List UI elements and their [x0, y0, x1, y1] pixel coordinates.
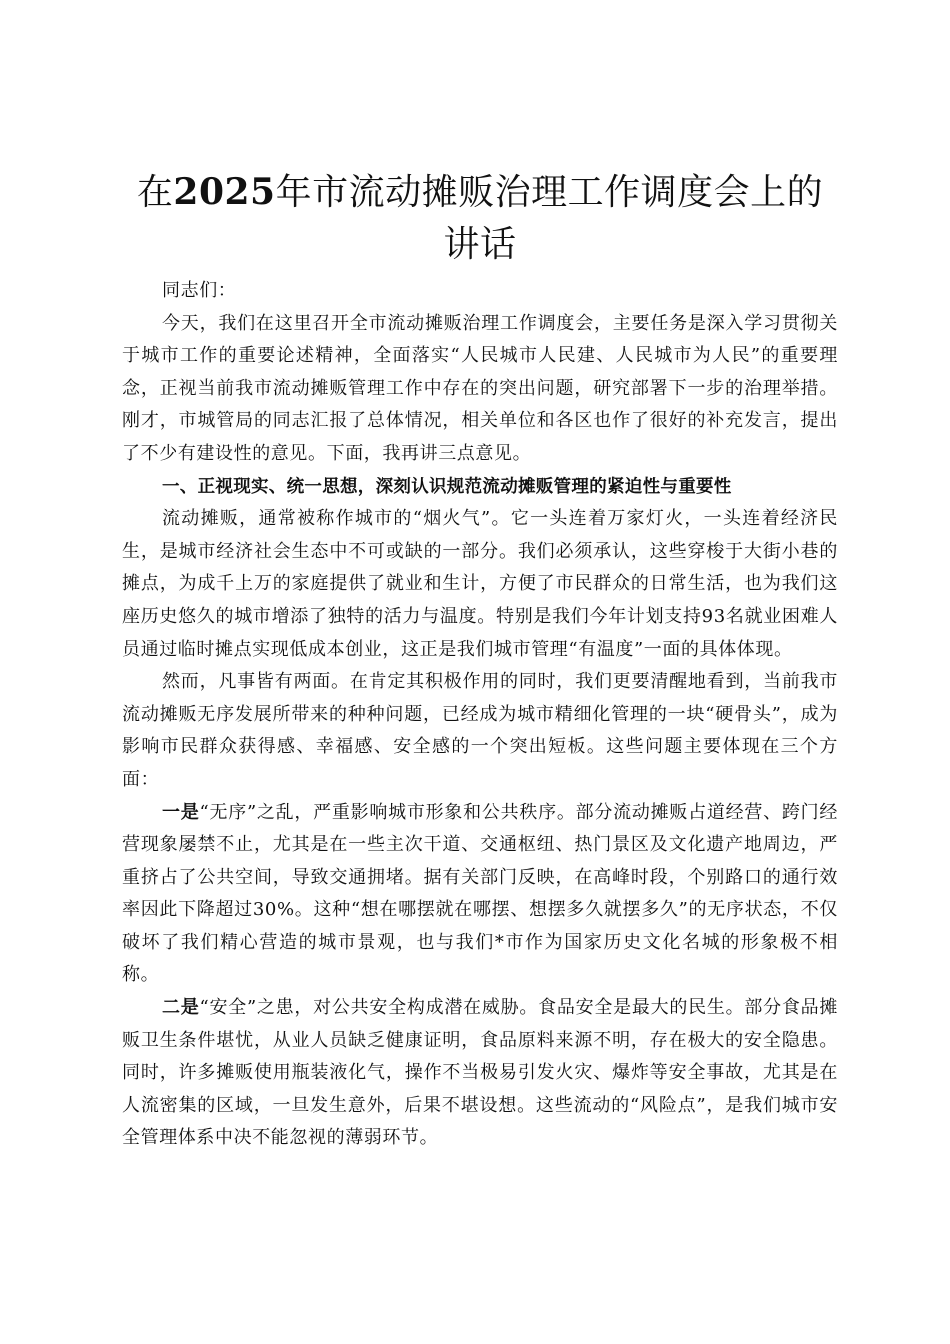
title-suffix: 年市流动摊贩治理工作调度会上的讲话	[275, 172, 824, 265]
point-1-lead: 一是	[162, 801, 200, 823]
paragraph-1: 流动摊贩，通常被称作城市的“烟火气”。它一头连着万家灯火，一头连着经济民生，是城市经济社会生态中不可或缺的一部分。我们必须承认，这些穿梭于大街小巷的摊点，为成千上万的家庭提供了就业和生计，方便了市民群众的日常生活，也为我们这座历史悠久的城市增添了独特的活力与温度。特别是我们今年计划支持93名就业困难人员通过临时摊点实现低成本创业，这正是我们城市管理“有温度”一面的具体体现。	[122, 508, 838, 660]
point-1-paragraph	[122, 797, 838, 993]
document-page	[122, 166, 838, 1155]
document-title	[122, 166, 838, 271]
intro-paragraph: 今天，我们在这里召开全市流动摊贩治理工作调度会，主要任务是深入学习贯彻关于城市工作的重要论述精神，全面落实“人民城市人民建、人民城市为人民”的重要理念，正视当前我市流动摊贩管理工作中存在的突出问题，研究部署下一步的治理举措。刚才，市城管局的同志汇报了总体情况，相关单位和各区也作了很好的补充发言，提出了不少有建设性的意见。下面，我再讲三点意见。	[122, 312, 838, 464]
title-prefix: 在	[136, 172, 174, 213]
document-body	[122, 275, 838, 1155]
point-2-text: “安全”之患，对公共安全构成潜在威胁。食品安全是最大的民生。部分食品摊贩卫生条件堪忧，从业人员缺乏健康证明，食品原料来源不明，存在极大的安全隐患。同时，许多摊贩使用瓶装液化气，操作不当极易引发火灾、爆炸等安全事故，尤其是在人流密集的区域，一旦发生意外，后果不堪设想。这些流动的“风险点”，是我们城市安全管理体系中决不能忽视的薄弱环节。	[122, 997, 838, 1149]
point-1-text: “无序”之乱，严重影响城市形象和公共秩序。部分流动摊贩占道经营、跨门经营现象屡禁不止，尤其是在一些主次干道、交通枢纽、热门景区及文化遗产地周边，严重挤占了公共空间，导致交通拥堵。据有关部门反映，在高峰时段，个别路口的通行效率因此下降超过30%。这种“想在哪摆就在哪摆、想摆多久就摆多久”的无序状态，不仅破坏了我们精心营造的城市景观，也与我们*市作为国家历史文化名城的形象极不相称。	[122, 801, 838, 986]
title-year: 2025	[173, 171, 276, 213]
point-2-lead: 二是	[162, 997, 200, 1019]
greeting: 同志们：	[162, 280, 237, 301]
point-2-paragraph	[122, 992, 838, 1155]
paragraph-2: 然而，凡事皆有两面。在肯定其积极作用的同时，我们更要清醒地看到，当前我市流动摊贩无序发展所带来的种种问题，已经成为城市精细化管理的一块“硬骨头”，成为影响市民群众获得感、幸福感、安全感的一个突出短板。这些问题主要体现在三个方面：	[122, 671, 838, 790]
section-heading-1: 一、正视现实、统一思想，深刻认识规范流动摊贩管理的紧迫性与重要性	[162, 476, 732, 497]
